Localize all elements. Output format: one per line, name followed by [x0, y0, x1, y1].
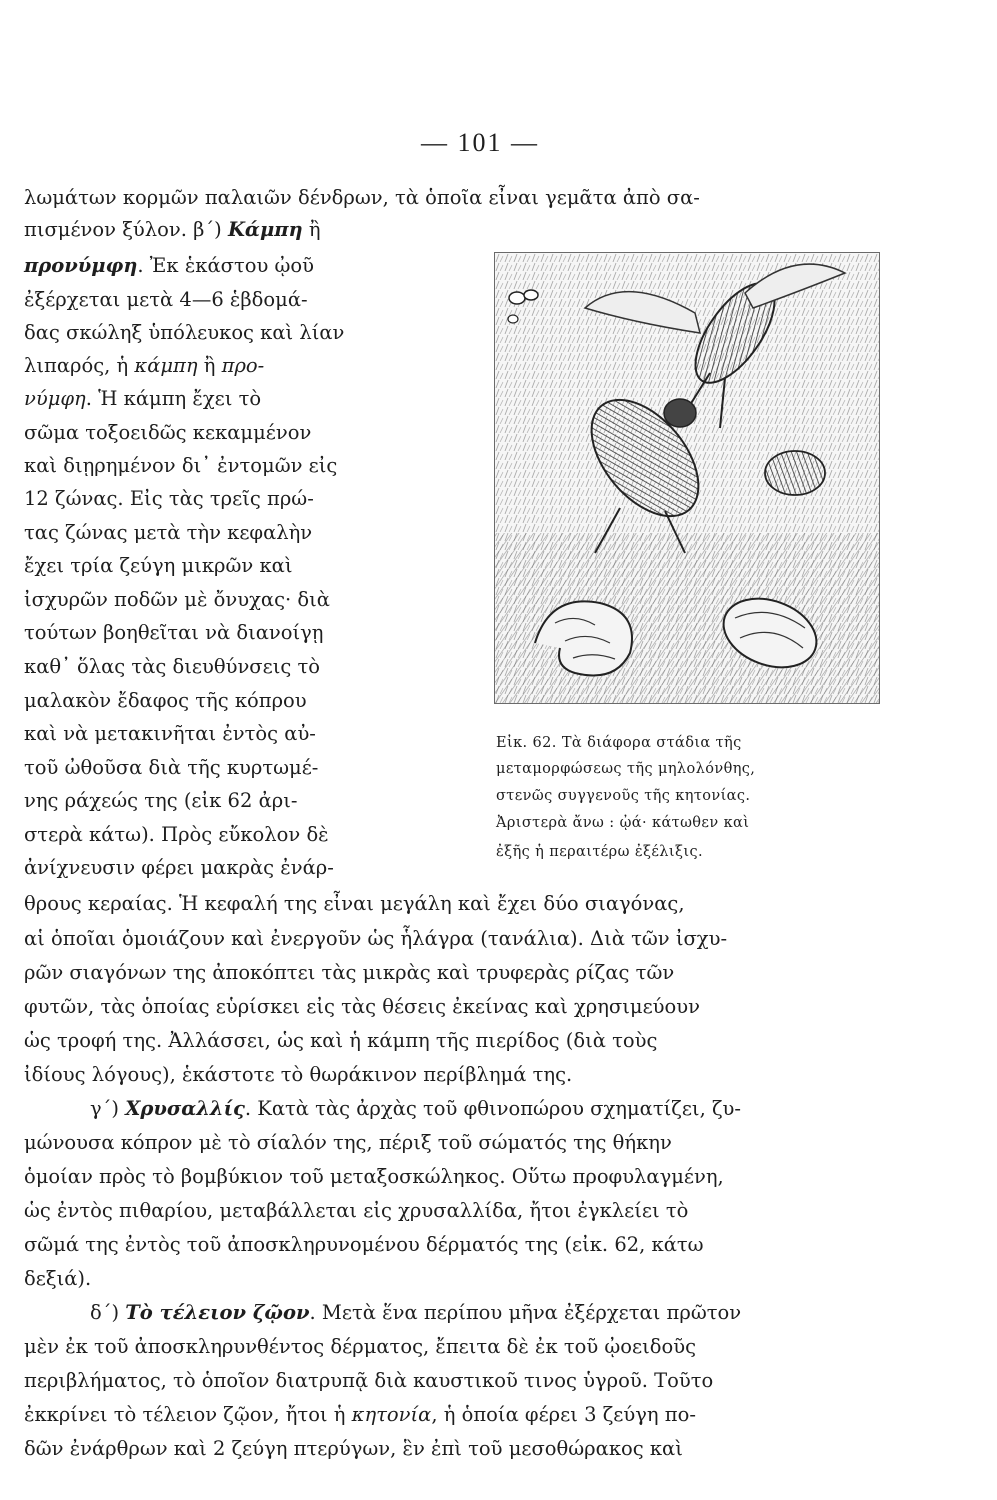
text-line: νύμφη. Ἡ κάμπη ἔχει τὸ — [24, 387, 262, 410]
text-line: ὡς τροφή της. Ἀλλάσσει, ὡς καὶ ἡ κάμπη τῆς πιερίδος (διὰ τοὺς — [24, 1029, 658, 1052]
text-line: περιβλήματος, τὸ ὁποῖον διατρυπᾷ διὰ καυστικοῦ τινος ὑγροῦ. Τοῦτο — [24, 1369, 714, 1392]
text-line: τοῦ ὠθοῦσα διὰ τῆς κυρτωμέ- — [24, 756, 319, 779]
figure-62-illustration — [494, 252, 880, 704]
text-line: αἱ ὁποῖαι ὁμοιάζουν καὶ ἐνεργοῦν ὡς ἧλάγρα (τανάλια). Διὰ τῶν ἰσχυ- — [24, 927, 728, 950]
small-beetle — [765, 451, 825, 495]
term-pronymfi: προνύμφη — [24, 254, 138, 277]
term-chrysallis: Χρυσαλλίς — [125, 1097, 245, 1120]
text-line: 12 ζώνας. Εἰς τὰς τρεῖς πρώ- — [24, 487, 314, 510]
text-line: τούτων βοηθεῖται νὰ διανοίγῃ — [24, 621, 324, 644]
text-line: μὲν ἐκ τοῦ ἀποσκληρυνθέντος δέρματος, ἔπειτα δὲ ἐκ τοῦ ᾠοειδοῦς — [24, 1335, 697, 1358]
figure-caption-line: ἐξῆς ἡ περαιτέρω ἐξέλιξις. — [496, 844, 703, 860]
text-line: ἀνίχνευσιν φέρει μακρὰς ἐνάρ- — [24, 856, 334, 879]
text-line: λιπαρός, ἡ κάμπη ἢ προ- — [24, 354, 265, 377]
text-line: καὶ διῃρημένον δι᾽ ἐντομῶν εἰς — [24, 454, 338, 477]
text-line: μαλακὸν ἔδαφος τῆς κόπρου — [24, 689, 307, 712]
text-line: θρους κεραίας. Ἡ κεφαλή της εἶναι μεγάλη καὶ ἔχει δύο σιαγόνας, — [24, 892, 685, 915]
text-line: στερὰ κάτω). Πρὸς εὔκολον δὲ — [24, 823, 329, 846]
text-line: δεξιά). — [24, 1267, 92, 1290]
text-line: ἔχει τρία ζεύγη μικρῶν καὶ — [24, 554, 293, 577]
text-line: ἰδίους λόγους), ἑκάστοτε τὸ θωράκινον περίβλημά της. — [24, 1063, 573, 1086]
figure-caption-line: Ἀριστερὰ ἄνω : ᾠά· κάτωθεν καὶ — [496, 815, 750, 831]
text-line: δ΄) Τὸ τέλειον ζῷον. Μετὰ ἕνα περίπου μῆνα ἐξέρχεται πρῶτον — [90, 1301, 742, 1324]
text-line: δῶν ἐνάρθρων καὶ 2 ζεύγη πτερύγων, ἓν ἐπὶ τοῦ μεσοθώρακος καὶ — [24, 1437, 683, 1460]
text-line: δας σκώληξ ὑπόλευκος καὶ λίαν — [24, 321, 345, 344]
text-line: καθ᾽ ὅλας τὰς διευθύνσεις τὸ — [24, 655, 321, 678]
text-line: καὶ νὰ μετακινῆται ἐντὸς αὐ- — [24, 722, 316, 745]
term-kitonia: κητονία — [351, 1403, 432, 1426]
text-line: σῶμα τοξοειδῶς κεκαμμένον — [24, 421, 312, 444]
text-line: μώνουσα κόπρον μὲ τὸ σίαλόν της, πέριξ τοῦ σώματός της θήκην — [24, 1131, 672, 1154]
text-line: νης ράχεώς της (εἰκ 62 ἀρι- — [24, 789, 298, 812]
text-line: ἐξέρχεται μετὰ 4—6 ἑβδομά- — [24, 288, 308, 311]
text-line: ὡς ἐντὸς πιθαρίου, μεταβάλλεται εἰς χρυσαλλίδα, ἤτοι ἐγκλείει τὸ — [24, 1199, 689, 1222]
text-line: φυτῶν, τὰς ὁποίας εὑρίσκει εἰς τὰς θέσεις ἐκείνας καὶ χρησιμεύουν — [24, 995, 700, 1018]
text-line: πισμένον ξύλον. β΄) Κάμπη ἢ — [24, 218, 321, 241]
figure-caption-line: Εἰκ. 62. Τὰ διάφορα στάδια τῆς — [496, 735, 742, 751]
text-line: ρῶν σιαγόνων της ἀποκόπτει τὰς μικρὰς καὶ τρυφερὰς ρίζας τῶν — [24, 961, 675, 984]
text-line: προνύμφη. Ἐκ ἑκάστου ᾠοῦ — [24, 254, 315, 277]
text-line: γ΄) Χρυσαλλίς. Κατὰ τὰς ἀρχὰς τοῦ φθινοπώρου σχηματίζει, ζυ- — [90, 1097, 741, 1120]
text-line: σῶμά της ἐντὸς τοῦ ἀποσκληρυνομένου δέρματός της (εἰκ. 62, κάτω — [24, 1233, 704, 1256]
text-line: τας ζώνας μετὰ τὴν κεφαλὴν — [24, 521, 313, 544]
figure-caption-line: μεταμορφώσεως τῆς μηλολόνθης, — [496, 761, 756, 777]
beetle-metamorphosis-engraving — [495, 253, 880, 704]
page-number: — 101 — — [421, 128, 539, 157]
figure-caption-line: στενῶς συγγενοῦς τῆς κητονίας. — [496, 788, 751, 804]
term-teleion-zoon: Τὸ τέλειον ζῷον — [125, 1301, 310, 1324]
term-kampi: Κάμπη — [227, 218, 303, 241]
text-line: ἰσχυρῶν ποδῶν μὲ ὄνυχας· διὰ — [24, 588, 330, 611]
text-line: ὁμοίαν πρὸς τὸ βομβύκιον τοῦ μεταξοσκώληκος. Οὕτω προφυλαγμένη, — [24, 1165, 724, 1188]
text-line: λωμάτων κορμῶν παλαιῶν δένδρων, τὰ ὁποῖα εἶναι γεμᾶτα ἀπὸ σα- — [24, 186, 700, 209]
text-line: ἐκκρίνει τὸ τέλειον ζῷον, ἤτοι ἡ κητονία, ἡ ὁποία φέρει 3 ζεύγη πο- — [24, 1403, 696, 1426]
